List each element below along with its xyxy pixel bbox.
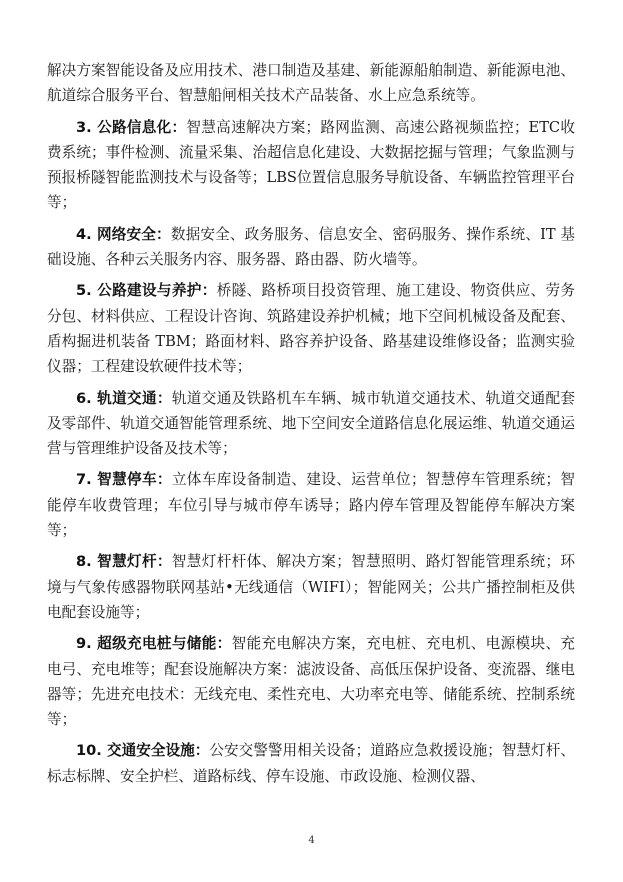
- item-paragraph-8: [47, 549, 575, 625]
- item-heading-4: 4. 网络安全：: [76, 225, 171, 243]
- item-text-9: 智能充电解决方案，充电桩、充电机、电源模块、充电弓、充电堆等；配套设施解决方案：滤波设备、高低压保护设备、变流器、继电器等；先进充电技术：无线充电、柔性充电、大功率充电等、储能系统、控制系统等；: [47, 635, 575, 729]
- document-page: [47, 58, 575, 789]
- item-text-10: 公安交警警用相关设备；道路应急救援设施；智慧灯杆、标志标牌、安全护栏、道路标线、停车设施、市政设施、检测仪器、: [47, 742, 575, 785]
- item-paragraph-6: [47, 386, 575, 462]
- item-heading-10: 10. 交通安全设施：: [76, 742, 210, 760]
- item-paragraph-5: [47, 278, 575, 379]
- item-paragraph-4: [47, 222, 575, 273]
- item-paragraph-3: [47, 115, 575, 216]
- page-number: 4: [308, 835, 315, 846]
- item-text-8: 智慧灯杆杆体、解决方案；智慧照明、路灯智能管理系统；环境与气象传感器物联网基站•无线通信（WIFI）；智能网关；公共广播控制柜及供电配套设施等；: [47, 553, 575, 621]
- item-text-5: 桥隧、路桥项目投资管理、施工建设、物资供应、劳务分包、材料供应、工程设计咨询、筑路建设养护机械；地下空间机械设备及配套、盾构掘进机装备 TBM；路面材料、路容养护设备、路基建设维修设备；监测实验仪器；工程建设软硬件技术等；: [47, 282, 575, 376]
- item-heading-3: 3. 公路信息化：: [76, 118, 187, 136]
- item-text-6: 轨道交通及铁路机车车辆、城市轨道交通技术、轨道交通配套及零部件、轨道交通智能管理系统、地下空间安全道路信息化展运维、轨道交通运营与管理维护设备及技术等；: [47, 389, 575, 458]
- item-paragraph-9: [47, 631, 575, 732]
- item-text-7: 立体车库设备制造、建设、运营单位；智慧停车管理系统；智能停车收费管理；车位引导与城市停车诱导；路内停车管理及智能停车解决方案等；: [47, 471, 575, 540]
- item-heading-6: 6. 轨道交通：: [76, 389, 172, 407]
- item-heading-9: 9. 超级充电桩与储能：: [76, 635, 232, 653]
- item-heading-7: 7. 智慧停车：: [76, 471, 172, 489]
- item-paragraph-7: [47, 467, 575, 543]
- item-paragraph-10: [47, 738, 575, 789]
- item-text-4: 数据安全、政务服务、信息安全、密码服务、操作系统、IT 基础设施、各种云关服务内容、服务器、路由器、防火墙等。: [47, 225, 575, 269]
- item-heading-5: 5. 公路建设与养护：: [76, 282, 217, 300]
- item-text-3: 智慧高速解决方案；路网监测、高速公路视频监控；ETC收费系统；事件检测、流量采集、治超信息化建设、大数据挖掘与管理；气象监测与预报桥隧智能监测技术与设备等；LBS位置信息服务导航设备、车辆监控管理平台等；: [47, 118, 575, 212]
- intro-continuation-paragraph: 解决方案智能设备及应用技术、港口制造及基建、新能源船舶制造、新能源电池、航道综合服务平台、智慧船闸相关技术产品装备、水上应急系统等。: [47, 62, 575, 105]
- item-heading-8: 8. 智慧灯杆：: [76, 553, 172, 571]
